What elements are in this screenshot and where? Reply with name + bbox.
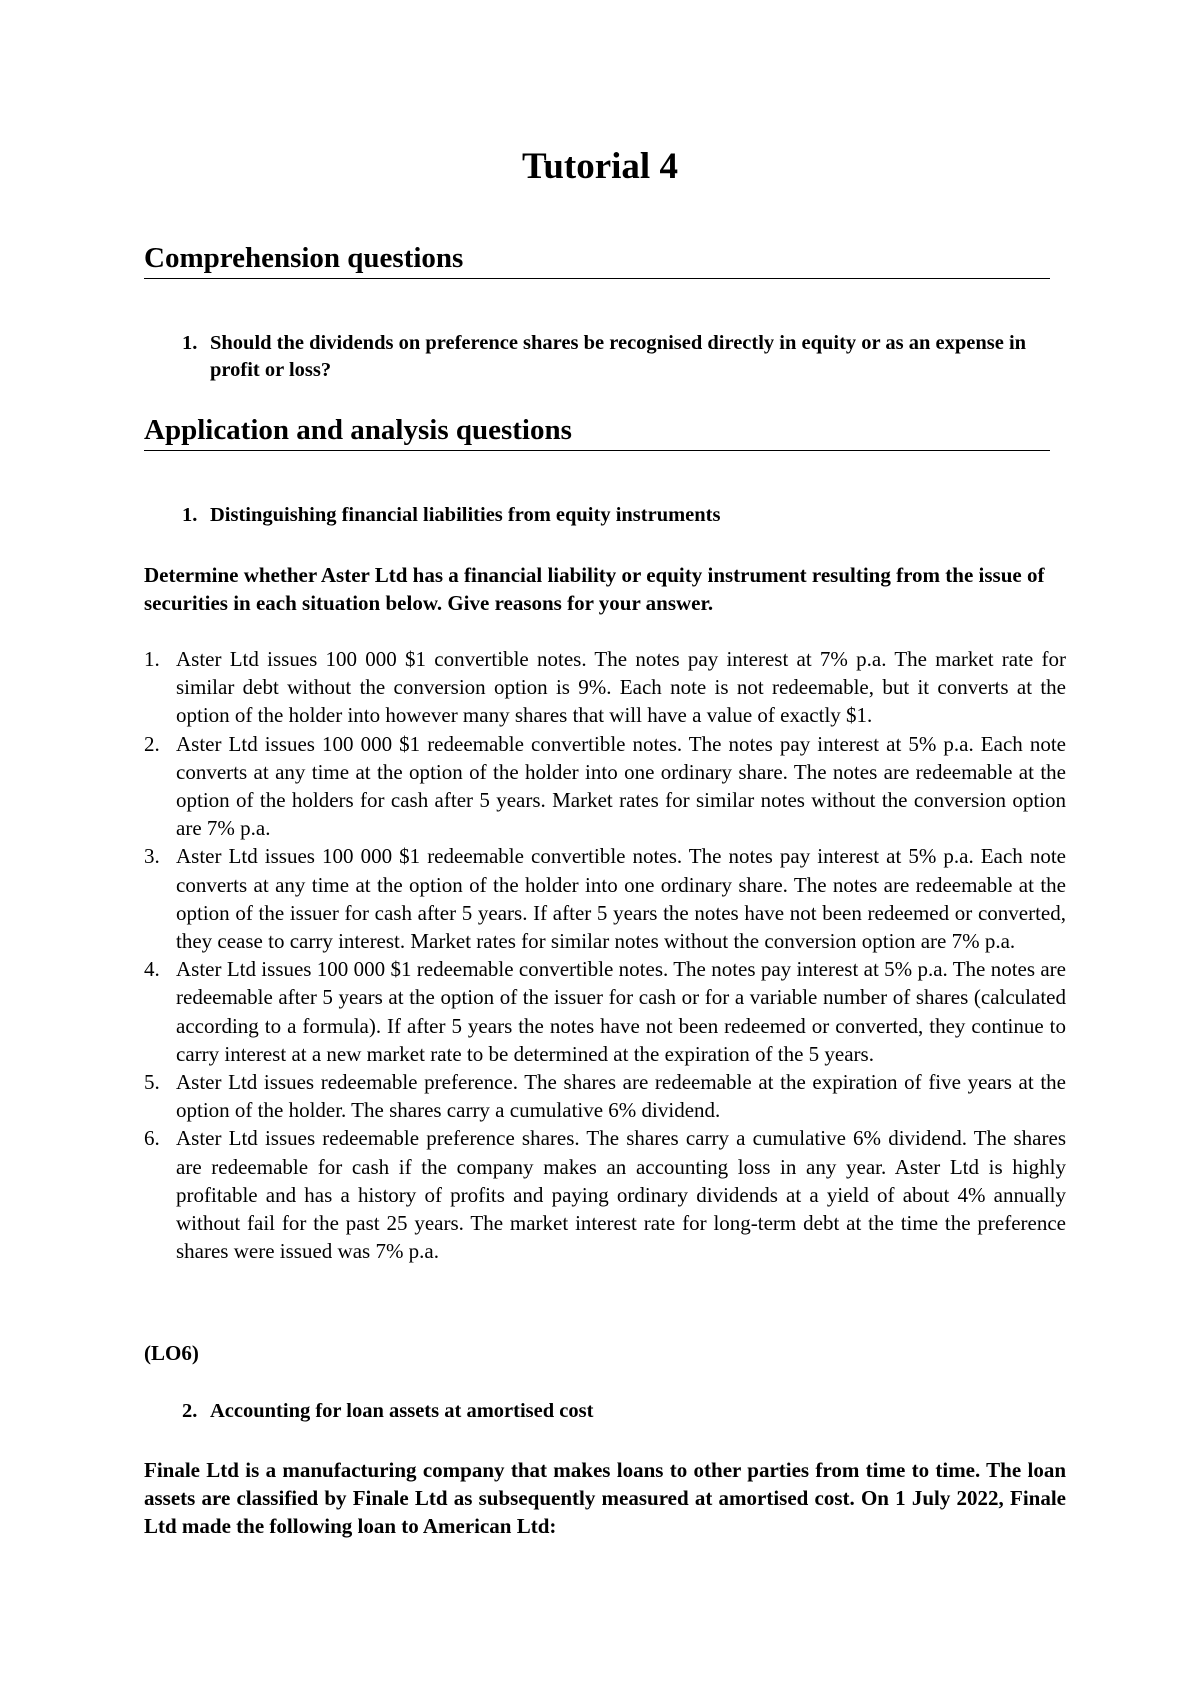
item-number: 1. <box>144 647 160 671</box>
item-number: 4. <box>144 957 160 982</box>
question-number: 1. <box>182 504 198 526</box>
question-title: Accounting for loan assets at amortised cost <box>210 1400 594 1422</box>
item-text: Aster Ltd issues 100 000 $1 redeemable convertible notes. The notes pay interest at 5% p.a. Each note converts at any time at the option of the holder into one ordinary share. The notes are redeemable at the option of the issuer for cash after 5 years. If after 5 years the notes have not been redeemed or converted, they cease to carry interest. Market rates for similar notes without the conversion option are 7% p.a. <box>176 844 1066 954</box>
item-number: 5. <box>144 1070 160 1095</box>
list-item <box>144 1124 1066 1265</box>
question-text: Should the dividends on preference shares be recognised directly in equity or as an expense in profit or loss? <box>210 332 1027 381</box>
list-item <box>144 1068 1066 1124</box>
application-question-1-title <box>182 502 1066 529</box>
scenario-list <box>144 645 1066 1265</box>
comprehension-question-1 <box>182 330 1066 384</box>
list-item <box>144 842 1066 955</box>
question-title: Distinguishing financial liabilities from equity instruments <box>210 504 721 526</box>
item-number: 3. <box>144 844 160 869</box>
question-1-instruction: Determine whether Aster Ltd has a financial liability or equity instrument resulting from the issue of securities in each situation below. Give reasons for your answer. <box>144 563 1045 616</box>
item-number: 6. <box>144 1126 160 1151</box>
section-heading-application: Application and analysis questions <box>144 412 1050 451</box>
list-item <box>144 955 1066 1068</box>
question-number: 2. <box>182 1400 198 1422</box>
page-title: Tutorial 4 <box>522 146 678 187</box>
application-question-2-title <box>182 1398 1066 1425</box>
list-item <box>144 645 1066 730</box>
list-item <box>144 730 1066 843</box>
item-text: Aster Ltd issues 100 000 $1 redeemable convertible notes. The notes pay interest at 5% p.a. The notes are redeemable after 5 years at the option of the issuer for cash or for a variable number of shares (calculated according to a formula). If after 5 years the notes have not been redeemed or converted, they continue to carry interest at a new market rate to be determined at the expiration of the 5 years. <box>176 957 1066 1066</box>
item-text: Aster Ltd issues 100 000 $1 redeemable convertible notes. The notes pay interest at 5% p.a. Each note converts at any time at the option of the holder into one ordinary share. The notes are redeemable at the option of the holders for cash after 5 years. Market rates for similar notes without the conversion option are 7% p.a. <box>176 731 1066 841</box>
section-heading-comprehension: Comprehension questions <box>144 240 1050 279</box>
item-number: 2. <box>144 731 160 756</box>
learning-outcome-tag: (LO6) <box>144 1341 199 1365</box>
question-number: 1. <box>182 332 198 354</box>
item-text: Aster Ltd issues redeemable preference. The shares are redeemable at the expiration of five years at the option of the holder. The shares carry a cumulative 6% dividend. <box>176 1070 1066 1123</box>
item-text: Aster Ltd issues redeemable preference shares. The shares carry a cumulative 6% dividend. The shares are redeemable for cash if the company makes an accounting loss in any year. Aster Ltd is highly profitable and has a history of profits and paying ordinary dividends at a yield of about 4% annually without fail for the past 25 years. The market interest rate for long-term debt at the time the preference shares were issued was 7% p.a. <box>176 1126 1066 1264</box>
question-2-instruction: Finale Ltd is a manufacturing company that makes loans to other parties from time to time. The loan assets are classified by Finale Ltd as subsequently measured at amortised cost. On 1 July 2022, Finale Ltd made the following loan to American Ltd: <box>144 1458 1066 1539</box>
item-text: Aster Ltd issues 100 000 $1 convertible notes. The notes pay interest at 7% p.a. The market rate for similar debt without the conversion option is 9%. Each note is not redeemable, but it converts at the option of the holder into however many shares that will have a value of exactly $1. <box>176 647 1066 728</box>
